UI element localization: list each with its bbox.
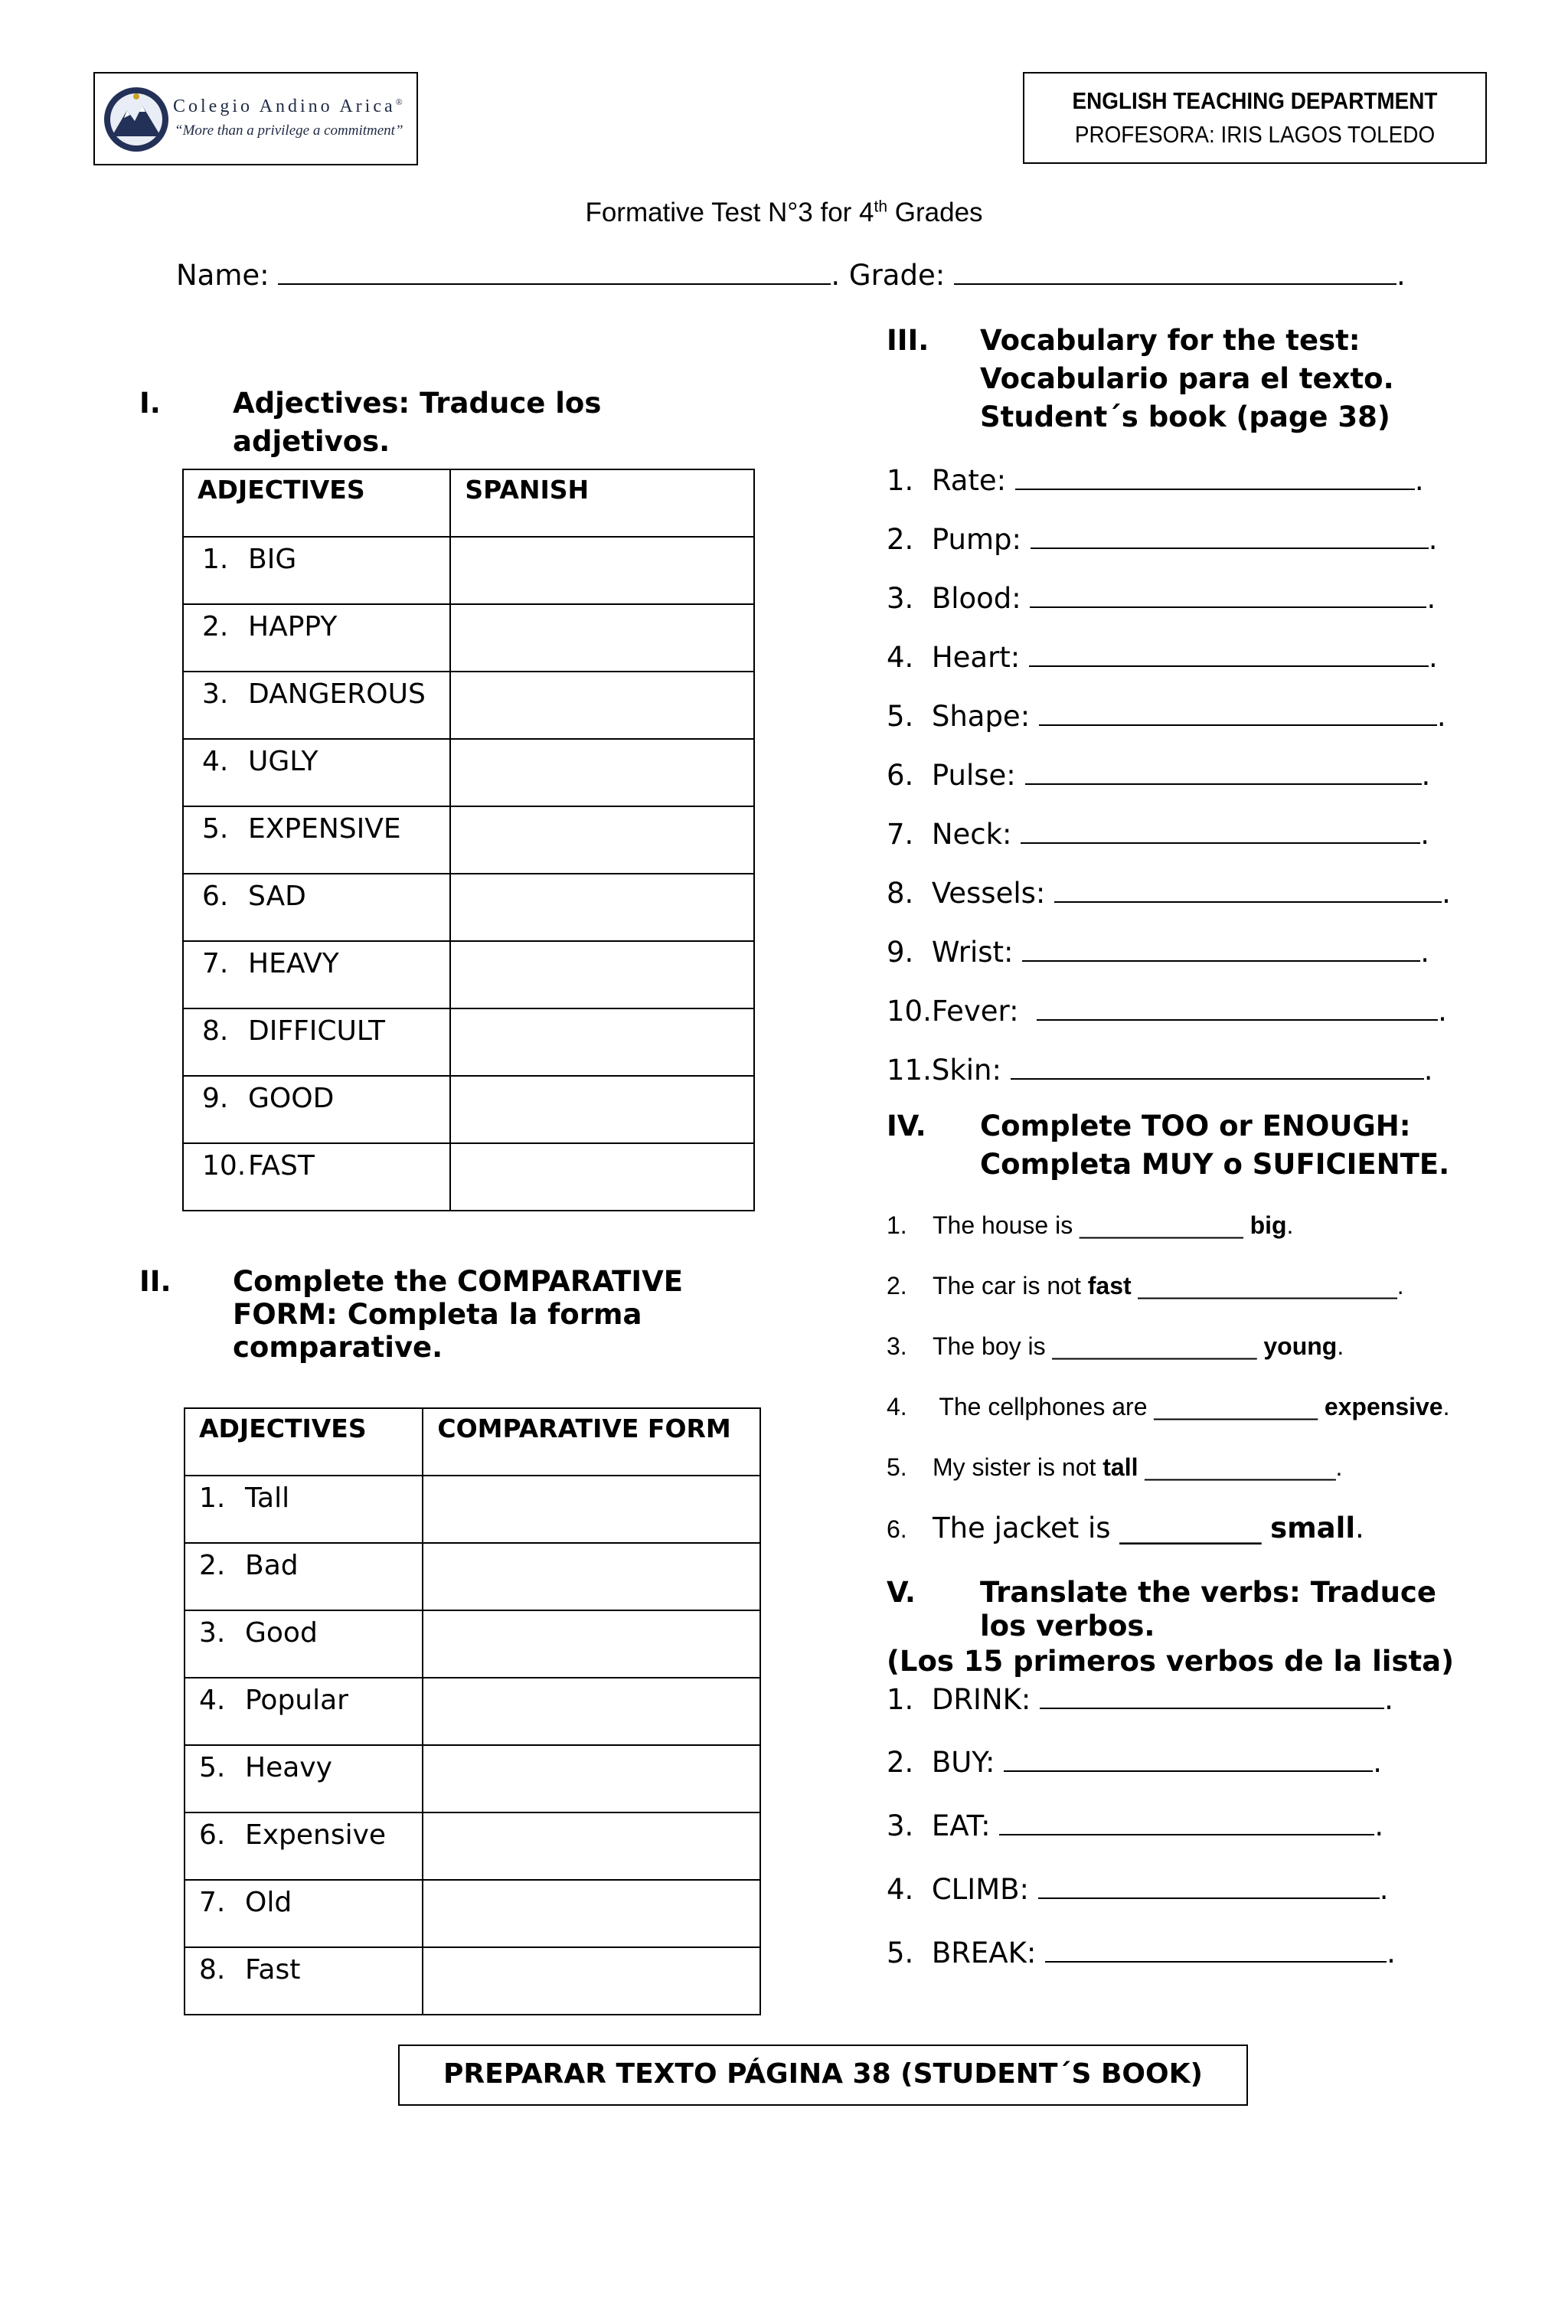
table-row: 1. BIG [183, 537, 754, 604]
list-item: 2. BUY: . [887, 1746, 1382, 1779]
test-title: Formative Test N°3 for 4th Grades [585, 198, 983, 227]
list-item: 1. The house is ____________ big. [887, 1211, 1294, 1239]
vocab-answer-field[interactable] [1030, 580, 1426, 608]
list-item: 3. EAT: . [887, 1809, 1384, 1842]
teacher-name: PROFESORA: IRIS LAGOS TOLEDO [1074, 121, 1436, 148]
verb-answer-field[interactable] [1040, 1682, 1384, 1709]
list-item: 10.Fever: . [887, 995, 1447, 1028]
vocab-answer-field[interactable] [1029, 639, 1429, 667]
verb-answer-field[interactable] [1045, 1935, 1387, 1963]
answer-cell[interactable] [423, 1610, 760, 1678]
list-item: 9. Wrist: . [887, 936, 1430, 969]
list-item: 6. The jacket is __________ small. [887, 1512, 1364, 1544]
list-item: 5. Shape: . [887, 700, 1446, 733]
list-item: 3. Blood: . [887, 582, 1436, 615]
table-row: 8. DIFFICULT [183, 1008, 754, 1076]
verb-answer-field[interactable] [999, 1808, 1374, 1835]
name-field[interactable] [278, 257, 831, 285]
table-row: 1. Tall [185, 1476, 760, 1543]
answer-cell[interactable] [423, 1745, 760, 1812]
spanish-header: SPANISH [450, 469, 754, 537]
adjectives-header: ADJECTIVES [183, 469, 450, 537]
footer-instruction: PREPARAR TEXTO PÁGINA 38 (STUDENT´S BOOK) [443, 2058, 1203, 2090]
vocab-answer-field[interactable] [1011, 1052, 1424, 1080]
list-item: 7. Neck: . [887, 818, 1430, 851]
answer-cell[interactable] [450, 1008, 754, 1076]
table-row: 5. Heavy [185, 1745, 760, 1812]
vocab-answer-field[interactable] [1025, 757, 1422, 785]
school-name: Colegio Andino Arica® [173, 96, 403, 116]
answer-cell[interactable] [450, 874, 754, 941]
answer-cell[interactable] [450, 806, 754, 874]
adjectives-table [182, 469, 755, 1211]
answer-cell[interactable] [423, 1678, 760, 1745]
list-item: 1. DRINK: . [887, 1683, 1393, 1716]
list-item: 4. CLIMB: . [887, 1873, 1389, 1906]
answer-cell[interactable] [423, 1476, 760, 1543]
answer-cell[interactable] [450, 1076, 754, 1143]
school-emblem-icon [101, 80, 175, 159]
table-row: 2. HAPPY [183, 604, 754, 672]
answer-cell[interactable] [450, 672, 754, 739]
vocab-answer-field[interactable] [1039, 698, 1437, 726]
vocab-answer-field[interactable] [1015, 463, 1415, 490]
table-row: 3. Good [185, 1610, 760, 1678]
list-item: 6. Pulse: . [887, 759, 1431, 792]
table-row: 6. Expensive [185, 1812, 760, 1880]
table-row: 2. Bad [185, 1543, 760, 1610]
school-logo-box [93, 72, 418, 165]
name-label: Name: [176, 259, 270, 292]
table-row: 7. HEAVY [183, 941, 754, 1008]
answer-cell[interactable] [450, 941, 754, 1008]
table-row: 4. UGLY [183, 739, 754, 806]
list-item: 2. Pump: . [887, 523, 1438, 556]
list-item: 2. The car is not fast ___________________. [887, 1272, 1404, 1299]
table-row: 3. DANGEROUS [183, 672, 754, 739]
answer-cell[interactable] [450, 537, 754, 604]
verb-answer-field[interactable] [1038, 1871, 1380, 1899]
vocab-answer-field[interactable] [1021, 816, 1420, 844]
table-row: 7. Old [185, 1880, 760, 1947]
table-row: 5. EXPENSIVE [183, 806, 754, 874]
list-item: 5. BREAK: . [887, 1937, 1396, 1969]
list-item: 4. Heart: . [887, 641, 1438, 674]
footer-instruction-box [398, 2045, 1248, 2106]
answer-cell[interactable] [423, 1880, 760, 1947]
vocab-answer-field[interactable] [1031, 521, 1429, 549]
table-row: 8. Fast [185, 1947, 760, 2015]
adjectives-header: ADJECTIVES [185, 1408, 423, 1476]
verb-answer-field[interactable] [1004, 1744, 1373, 1772]
table-row: 6. SAD [183, 874, 754, 941]
vocab-answer-field[interactable] [1022, 934, 1420, 962]
list-item: 1. Rate: . [887, 464, 1424, 497]
answer-cell[interactable] [423, 1543, 760, 1610]
list-item: 11.Skin: . [887, 1054, 1433, 1087]
answer-cell[interactable] [423, 1947, 760, 2015]
department-name: ENGLISH TEACHING DEPARTMENT [1072, 87, 1438, 114]
department-box [1023, 72, 1487, 164]
table-row: 4. Popular [185, 1678, 760, 1745]
answer-cell[interactable] [450, 1143, 754, 1211]
table-row: 9. GOOD [183, 1076, 754, 1143]
list-item: 5. My sister is not tall ______________. [887, 1453, 1343, 1481]
vocab-answer-field[interactable] [1054, 875, 1442, 903]
table-row: 10.FAST [183, 1143, 754, 1211]
answer-cell[interactable] [450, 739, 754, 806]
name-grade-line: Name: . Grade: . [176, 259, 1406, 292]
list-item: 4. The cellphones are ____________ expensive. [887, 1393, 1450, 1420]
grade-label: . Grade: [831, 259, 946, 292]
vocab-answer-field[interactable] [1037, 993, 1438, 1021]
comparative-form-header: COMPARATIVE FORM [423, 1408, 760, 1476]
answer-cell[interactable] [450, 604, 754, 672]
answer-cell[interactable] [423, 1812, 760, 1880]
grade-field[interactable] [954, 257, 1396, 285]
school-tagline: “More than a privilege a commitment” [175, 123, 403, 139]
comparative-table [184, 1407, 761, 2015]
list-item: 3. The boy is _______________ young. [887, 1332, 1344, 1360]
list-item: 8. Vessels: . [887, 877, 1451, 910]
